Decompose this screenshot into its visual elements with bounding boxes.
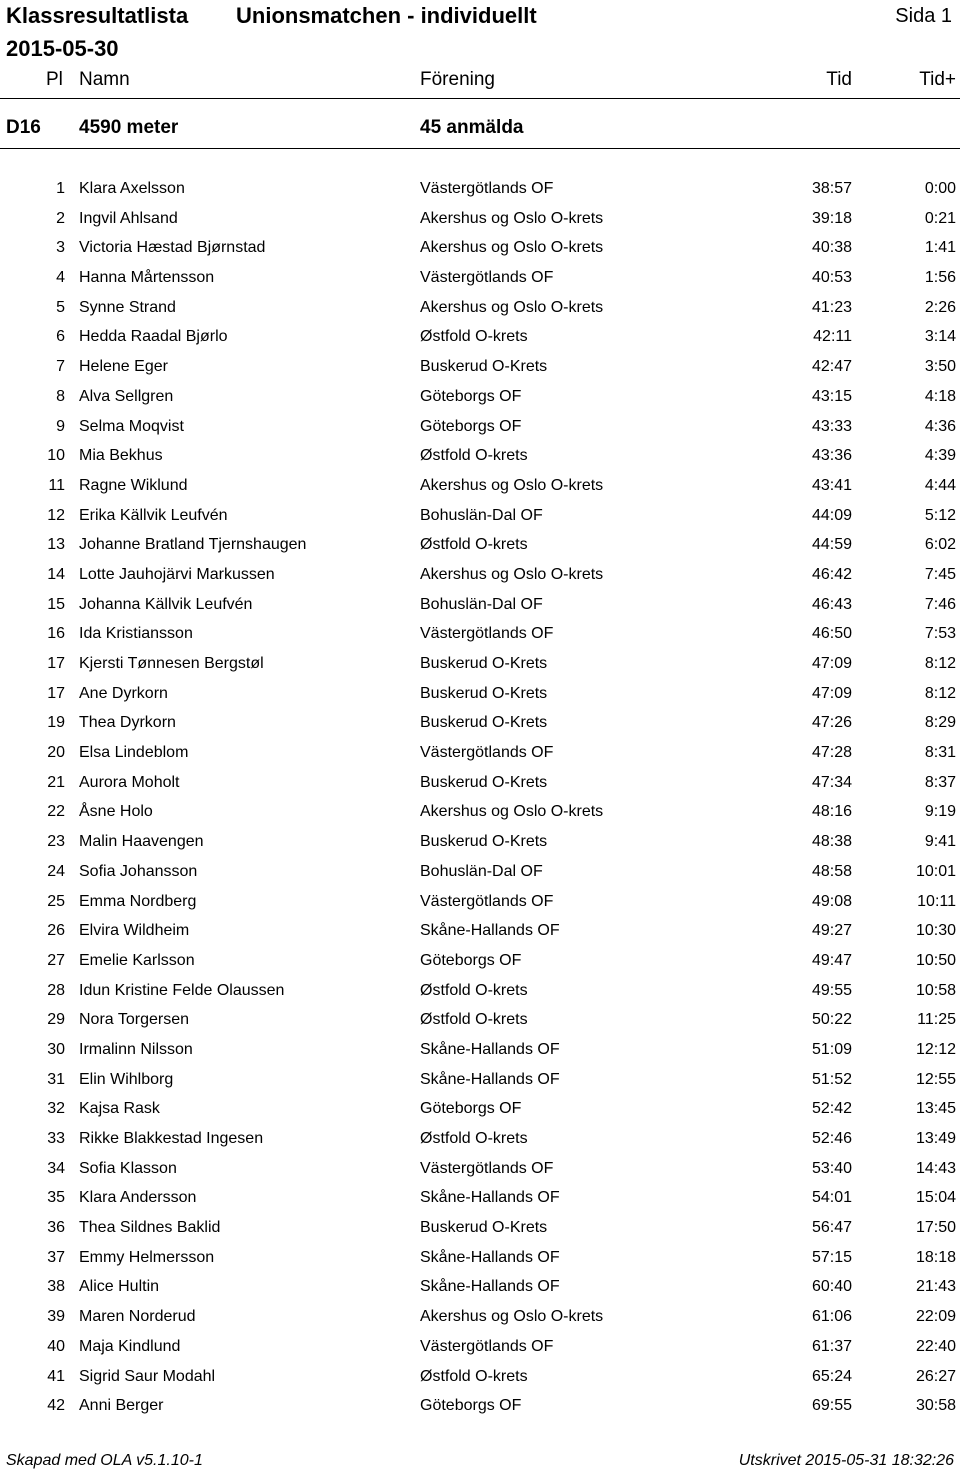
time-behind: 1:56: [924, 269, 956, 287]
table-row: [0, 590, 960, 620]
club-name: Buskerud O-Krets: [420, 714, 548, 732]
result-place: 28: [47, 981, 65, 999]
club-name: Østfold O-krets: [420, 1367, 528, 1385]
club-name: Göteborgs OF: [420, 387, 522, 405]
time-behind: 7:46: [924, 595, 956, 613]
time-behind: 15:04: [915, 1189, 956, 1207]
runner-name: Hanna Mårtensson: [79, 269, 215, 287]
club-name: Göteborgs OF: [420, 951, 522, 969]
table-row: [0, 174, 960, 204]
club-name: Skåne-Hallands OF: [420, 1040, 560, 1058]
result-place: 8: [56, 387, 65, 405]
result-time: 41:23: [811, 298, 852, 316]
class-divider: [0, 148, 960, 149]
result-time: 51:09: [811, 1040, 852, 1058]
time-behind: 9:19: [924, 803, 956, 821]
table-row: [0, 976, 960, 1006]
club-name: Akershus og Oslo O-krets: [420, 209, 604, 227]
time-behind: 10:50: [915, 951, 956, 969]
table-row: [0, 471, 960, 501]
club-name: Østfold O-krets: [420, 328, 528, 346]
result-place: 9: [56, 417, 65, 435]
club-name: Skåne-Hallands OF: [420, 1278, 560, 1296]
table-row: [0, 1272, 960, 1302]
column-header-time: Tid: [826, 69, 852, 90]
time-behind: 2:26: [924, 298, 956, 316]
table-row: [0, 530, 960, 560]
class-entries: 45 anmälda: [420, 117, 524, 138]
result-time: 49:27: [811, 922, 852, 940]
table-row: [0, 1035, 960, 1065]
time-behind: 8:31: [924, 744, 956, 762]
report-title: Klassresultatlista: [6, 3, 189, 28]
time-behind: 8:37: [924, 773, 956, 791]
result-place: 26: [47, 922, 65, 940]
table-row: [0, 916, 960, 946]
result-time: 38:57: [811, 180, 852, 197]
club-name: Buskerud O-Krets: [420, 358, 548, 376]
result-place: 10: [47, 447, 65, 465]
runner-name: Elvira Wildheim: [79, 922, 190, 940]
runner-name: Thea Dyrkorn: [79, 714, 176, 732]
result-place: 12: [47, 506, 65, 524]
column-header-name: Namn: [79, 69, 130, 90]
club-name: Bohuslän-Dal OF: [420, 506, 543, 524]
result-time: 53:40: [811, 1159, 852, 1177]
time-behind: 12:55: [915, 1070, 956, 1088]
runner-name: Emmy Helmersson: [79, 1248, 215, 1266]
table-row: [0, 708, 960, 738]
result-time: 43:33: [811, 417, 852, 435]
table-row: [0, 738, 960, 768]
result-time: 47:26: [811, 714, 852, 732]
table-row: [0, 293, 960, 323]
result-time: 47:09: [811, 684, 852, 702]
result-place: 11: [48, 476, 65, 494]
table-row: [0, 1302, 960, 1332]
result-place: 42: [47, 1397, 65, 1415]
column-header-club: Förening: [420, 69, 495, 90]
result-place: 5: [56, 298, 65, 316]
result-place: 24: [47, 862, 65, 880]
club-name: Göteborgs OF: [420, 1100, 522, 1118]
time-behind: 30:58: [915, 1397, 956, 1415]
result-time: 49:08: [811, 892, 852, 910]
time-behind: 26:27: [915, 1367, 956, 1385]
result-place: 21: [47, 773, 65, 791]
club-name: Skåne-Hallands OF: [420, 922, 560, 940]
results-list: [0, 174, 960, 1421]
result-time: 42:11: [813, 328, 852, 346]
result-time: 44:59: [811, 536, 852, 554]
result-time: 48:58: [811, 862, 852, 880]
runner-name: Erika Källvik Leufvén: [79, 506, 228, 524]
club-name: Skåne-Hallands OF: [420, 1248, 560, 1266]
runner-name: Rikke Blakkestad Ingesen: [79, 1130, 264, 1147]
result-place: 36: [47, 1219, 65, 1237]
runner-name: Aurora Moholt: [79, 773, 180, 791]
time-behind: 8:29: [924, 714, 956, 732]
result-place: 29: [47, 1011, 65, 1029]
table-row: [0, 204, 960, 234]
time-behind: 5:12: [924, 506, 956, 524]
club-name: Østfold O-krets: [420, 1130, 528, 1147]
table-row: [0, 1124, 960, 1154]
club-name: Västergötlands OF: [420, 744, 554, 762]
table-row: [0, 1005, 960, 1035]
result-place: 13: [47, 536, 65, 554]
result-place: 15: [47, 595, 65, 613]
club-name: Västergötlands OF: [420, 1337, 554, 1355]
result-place: 32: [47, 1100, 65, 1118]
result-place: 38: [47, 1278, 65, 1296]
result-time: 40:38: [811, 239, 852, 257]
club-name: Østfold O-krets: [420, 981, 528, 999]
runner-name: Johanna Källvik Leufvén: [79, 595, 253, 613]
club-name: Østfold O-krets: [420, 1011, 528, 1029]
footer-printed: Utskrivet 2015-05-31 18:32:26: [738, 1452, 954, 1469]
result-time: 51:52: [811, 1070, 852, 1088]
time-behind: 13:49: [915, 1130, 956, 1147]
runner-name: Anni Berger: [79, 1397, 164, 1415]
club-name: Göteborgs OF: [420, 417, 522, 435]
result-time: 43:15: [811, 387, 852, 405]
result-time: 47:09: [811, 655, 852, 672]
result-place: 25: [47, 892, 65, 910]
result-place: 35: [47, 1189, 65, 1207]
table-row: [0, 797, 960, 827]
result-time: 49:47: [811, 951, 852, 969]
runner-name: Hedda Raadal Bjørlo: [79, 328, 228, 346]
table-row: [0, 827, 960, 857]
result-time: 46:43: [811, 595, 852, 613]
club-name: Akershus og Oslo O-krets: [420, 239, 604, 257]
result-place: 17: [47, 655, 65, 672]
runner-name: Johanne Bratland Tjernshaugen: [79, 536, 307, 554]
club-name: Buskerud O-Krets: [420, 773, 548, 791]
club-name: Buskerud O-Krets: [420, 833, 548, 851]
club-name: Akershus og Oslo O-krets: [420, 476, 604, 494]
footer-created: Skapad med OLA v5.1.10-1: [6, 1452, 203, 1469]
result-time: 65:24: [811, 1367, 852, 1385]
result-place: 16: [47, 625, 65, 643]
table-row: [0, 619, 960, 649]
runner-name: Ane Dyrkorn: [79, 684, 168, 702]
table-row: [0, 352, 960, 382]
result-time: 54:01: [811, 1189, 852, 1207]
runner-name: Malin Haavengen: [79, 833, 204, 851]
runner-name: Elin Wihlborg: [79, 1070, 174, 1088]
runner-name: Ragne Wiklund: [79, 476, 188, 494]
table-row: [0, 679, 960, 709]
result-time: 43:36: [811, 447, 852, 465]
time-behind: 12:12: [915, 1040, 956, 1058]
runner-name: Idun Kristine Felde Olaussen: [79, 981, 285, 999]
runner-name: Nora Torgersen: [79, 1011, 189, 1029]
time-behind: 13:45: [915, 1100, 956, 1118]
result-time: 42:47: [811, 358, 852, 376]
header-divider: [0, 98, 960, 99]
result-time: 52:46: [811, 1130, 852, 1147]
club-name: Akershus og Oslo O-krets: [420, 1308, 604, 1326]
result-place: 14: [47, 565, 65, 583]
time-behind: 4:36: [924, 417, 956, 435]
table-row: [0, 857, 960, 887]
event-name: Unionsmatchen - individuellt: [236, 3, 537, 28]
result-place: 33: [47, 1130, 65, 1147]
table-row: [0, 946, 960, 976]
table-row: [0, 1094, 960, 1124]
result-time: 46:50: [811, 625, 852, 643]
table-row: [0, 322, 960, 352]
result-time: 48:38: [811, 833, 852, 851]
time-behind: 8:12: [924, 655, 956, 672]
runner-name: Helene Eger: [79, 358, 168, 376]
table-row: [0, 501, 960, 531]
result-time: 43:41: [811, 476, 852, 494]
club-name: Västergötlands OF: [420, 180, 554, 197]
runner-name: Alice Hultin: [79, 1278, 160, 1296]
time-behind: 3:50: [924, 358, 956, 376]
result-place: 7: [56, 358, 65, 376]
time-behind: 14:43: [915, 1159, 956, 1177]
club-name: Akershus og Oslo O-krets: [420, 565, 604, 583]
runner-name: Emma Nordberg: [79, 892, 197, 910]
result-place: 22: [47, 803, 65, 821]
table-row: [0, 1154, 960, 1184]
result-time: 57:15: [811, 1248, 852, 1266]
table-row: [0, 1362, 960, 1392]
result-place: 3: [56, 239, 65, 257]
result-place: 41: [47, 1367, 65, 1385]
time-behind: 1:41: [924, 239, 956, 257]
result-place: 19: [47, 714, 65, 732]
time-behind: 6:02: [924, 536, 956, 554]
club-name: Buskerud O-Krets: [420, 655, 548, 672]
result-place: 20: [47, 744, 65, 762]
time-behind: 8:12: [924, 684, 956, 702]
table-row: [0, 233, 960, 263]
club-name: Västergötlands OF: [420, 269, 554, 287]
time-behind: 0:21: [924, 209, 956, 227]
club-name: Skåne-Hallands OF: [420, 1189, 560, 1207]
club-name: Buskerud O-Krets: [420, 684, 548, 702]
table-row: [0, 768, 960, 798]
table-row: [0, 1065, 960, 1095]
time-behind: 4:18: [924, 387, 956, 405]
result-place: 4: [56, 269, 65, 287]
table-row: [0, 412, 960, 442]
runner-name: Kjersti Tønnesen Bergstøl: [79, 655, 264, 672]
time-behind: 7:53: [924, 625, 956, 643]
result-time: 50:22: [811, 1011, 852, 1029]
time-behind: 4:44: [924, 476, 956, 494]
result-time: 40:53: [811, 269, 852, 287]
table-row: [0, 1183, 960, 1213]
time-behind: 3:14: [924, 328, 956, 346]
result-time: 49:55: [811, 981, 852, 999]
result-place: 39: [47, 1308, 65, 1326]
table-row: [0, 1391, 960, 1421]
result-place: 37: [47, 1248, 65, 1266]
time-behind: 0:00: [924, 180, 956, 197]
runner-name: Åsne Holo: [79, 803, 153, 821]
runner-name: Victoria Hæstad Bjørnstad: [79, 239, 266, 257]
club-name: Østfold O-krets: [420, 447, 528, 465]
runner-name: Synne Strand: [79, 298, 176, 316]
time-behind: 10:30: [915, 922, 956, 940]
runner-name: Selma Moqvist: [79, 417, 184, 435]
runner-name: Maja Kindlund: [79, 1337, 181, 1355]
class-name: D16: [6, 117, 41, 138]
result-time: 61:06: [811, 1308, 852, 1326]
column-header-pl: Pl: [46, 69, 63, 90]
page-number: Sida 1: [895, 5, 952, 27]
club-name: Bohuslän-Dal OF: [420, 862, 543, 880]
club-name: Skåne-Hallands OF: [420, 1070, 560, 1088]
club-name: Akershus og Oslo O-krets: [420, 298, 604, 316]
result-time: 39:18: [811, 209, 852, 227]
runner-name: Irmalinn Nilsson: [79, 1040, 193, 1058]
runner-name: Kajsa Rask: [79, 1100, 160, 1118]
result-time: 69:55: [811, 1397, 852, 1415]
club-name: Västergötlands OF: [420, 625, 554, 643]
result-time: 56:47: [811, 1219, 852, 1237]
result-time: 47:28: [811, 744, 852, 762]
runner-name: Sigrid Saur Modahl: [79, 1367, 216, 1385]
event-date: 2015-05-30: [6, 36, 119, 61]
time-behind: 21:43: [915, 1278, 956, 1296]
table-row: [0, 1332, 960, 1362]
runner-name: Mia Bekhus: [79, 447, 163, 465]
table-row: [0, 887, 960, 917]
club-name: Västergötlands OF: [420, 1159, 554, 1177]
runner-name: Klara Axelsson: [79, 180, 185, 197]
result-place: 23: [47, 833, 65, 851]
time-behind: 22:09: [915, 1308, 956, 1326]
result-place: 2: [56, 209, 65, 227]
table-row: [0, 560, 960, 590]
table-row: [0, 1243, 960, 1273]
time-behind: 18:18: [915, 1248, 956, 1266]
result-place: 17: [47, 684, 65, 702]
class-distance: 4590 meter: [79, 117, 179, 138]
club-name: Buskerud O-Krets: [420, 1219, 548, 1237]
club-name: Østfold O-krets: [420, 536, 528, 554]
runner-name: Ingvil Ahlsand: [79, 209, 178, 227]
result-place: 34: [47, 1159, 65, 1177]
table-row: [0, 1213, 960, 1243]
runner-name: Klara Andersson: [79, 1189, 197, 1207]
club-name: Göteborgs OF: [420, 1397, 522, 1415]
runner-name: Ida Kristiansson: [79, 625, 193, 643]
result-time: 46:42: [811, 565, 852, 583]
table-row: [0, 263, 960, 293]
result-time: 60:40: [811, 1278, 852, 1296]
time-behind: 9:41: [924, 833, 956, 851]
runner-name: Lotte Jauhojärvi Markussen: [79, 565, 275, 583]
result-place: 30: [47, 1040, 65, 1058]
runner-name: Elsa Lindeblom: [79, 744, 189, 762]
time-behind: 22:40: [915, 1337, 956, 1355]
club-name: Västergötlands OF: [420, 892, 554, 910]
result-time: 52:42: [811, 1100, 852, 1118]
runner-name: Emelie Karlsson: [79, 951, 195, 969]
result-place: 31: [47, 1070, 65, 1088]
result-time: 44:09: [811, 506, 852, 524]
runner-name: Alva Sellgren: [79, 387, 174, 405]
table-row: [0, 382, 960, 412]
runner-name: Thea Sildnes Baklid: [79, 1219, 221, 1237]
time-behind: 11:25: [917, 1011, 956, 1029]
table-row: [0, 649, 960, 679]
runner-name: Sofia Klasson: [79, 1159, 177, 1177]
table-row: [0, 441, 960, 471]
time-behind: 10:11: [917, 892, 956, 910]
result-time: 48:16: [811, 803, 852, 821]
result-time: 47:34: [811, 773, 852, 791]
runner-name: Sofia Johansson: [79, 862, 198, 880]
column-header-diff: Tid+: [919, 69, 956, 90]
time-behind: 4:39: [924, 447, 956, 465]
time-behind: 7:45: [924, 565, 956, 583]
club-name: Akershus og Oslo O-krets: [420, 803, 604, 821]
result-place: 6: [56, 328, 65, 346]
result-time: 61:37: [811, 1337, 852, 1355]
result-place: 40: [47, 1337, 65, 1355]
time-behind: 17:50: [915, 1219, 956, 1237]
time-behind: 10:01: [915, 862, 956, 880]
time-behind: 10:58: [915, 981, 956, 999]
result-place: 27: [47, 951, 65, 969]
club-name: Bohuslän-Dal OF: [420, 595, 543, 613]
result-place: 1: [56, 180, 65, 197]
runner-name: Maren Norderud: [79, 1308, 196, 1326]
